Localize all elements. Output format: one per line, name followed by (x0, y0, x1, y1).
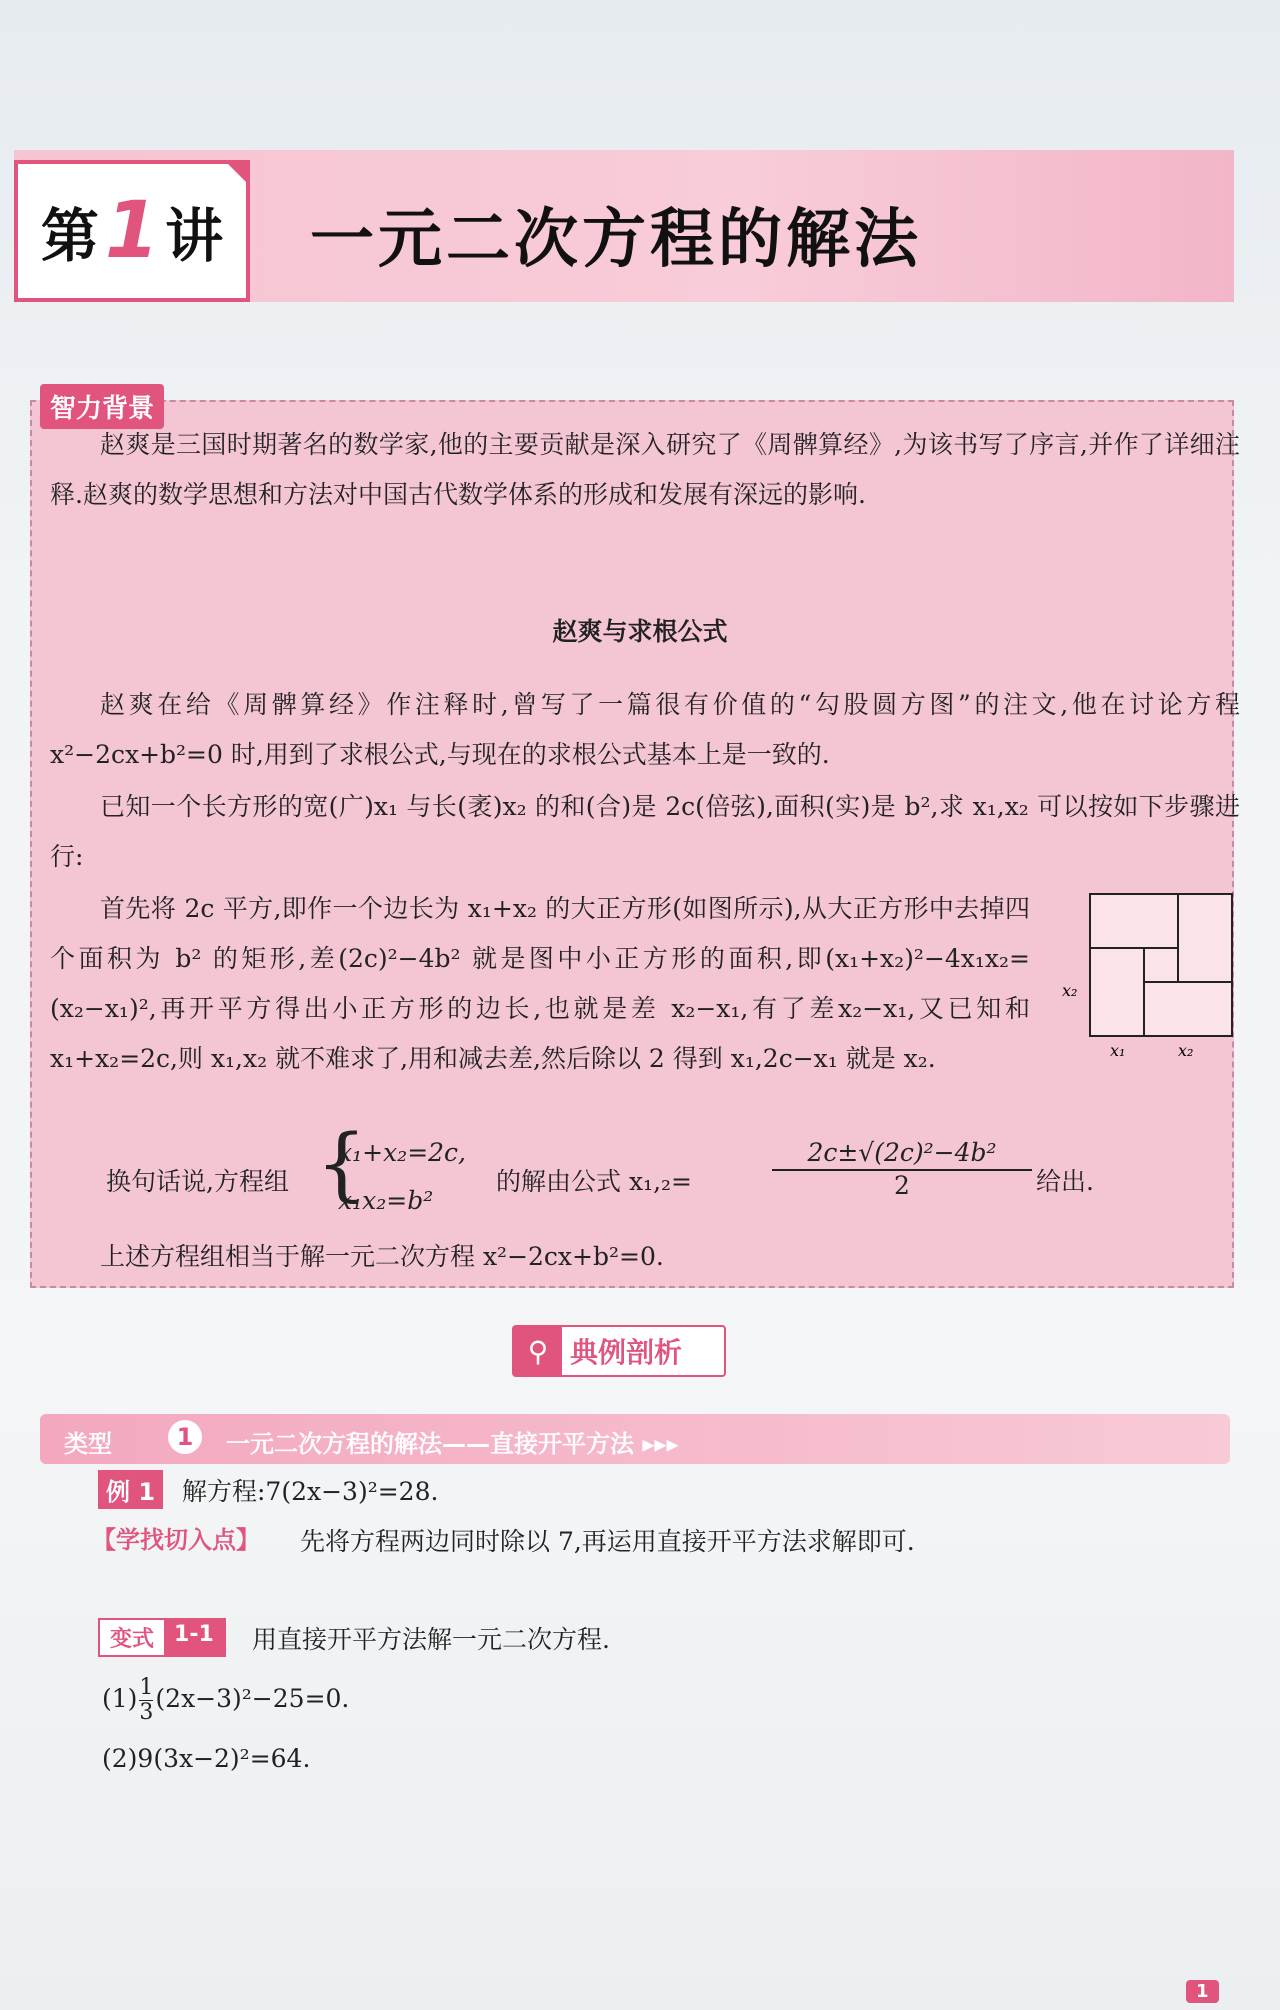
background-tag: 智力背景 (40, 384, 164, 429)
question-1 (102, 1676, 349, 1725)
type-number: 1 (168, 1420, 202, 1454)
square-diagram (1060, 890, 1240, 1060)
lecture-prefix: 第 (40, 202, 99, 270)
paragraph-3: 首先将 2c 平方,即作一个边长为 x₁+x₂ 的大正方形(如图所示),从大正方形中去掉四个面积为 b² 的矩形,差(2c)²−4b² 就是图中小正方形的面积,即(x₁+x₂)²−4x₁x₂=(x₂−x₁)²,再开平方得出小正方形的边长,也就是差 x₂−x₁,有了差x₂−x₁,又已知和 x₁+x₂=2c,则 x₁,x₂ 就不难求了,用和减去差,然后除以 2 得到 x₁,2c−x₁ 就是 x₂. (50, 894, 1030, 1073)
system-eq-2: x₁x₂=b² (338, 1186, 434, 1215)
example-tag: 例 1 (98, 1470, 163, 1509)
paragraph-1: 赵爽在给《周髀算经》作注释时,曾写了一篇很有价值的“勾股圆方图”的注文,他在讨论方程 x²−2cx+b²=0 时,用到了求根公式,与现在的求根公式基本上是一致的. (50, 690, 1240, 769)
variant-tag-number: 1-1 (164, 1620, 224, 1655)
lecture-suffix: 讲 (165, 202, 224, 270)
examples-badge (512, 1325, 726, 1377)
variant-text: 用直接开平方法解一元二次方程. (252, 1625, 610, 1654)
lecture-number: 1 (104, 186, 160, 276)
formula-denominator: 2 (894, 1171, 910, 1200)
system-prefix: 换句话说,方程组 (106, 1167, 289, 1196)
type-banner (40, 1414, 1230, 1464)
q1-fraction (139, 1676, 153, 1725)
hint-tag: 【学找切入点】 (92, 1526, 260, 1554)
label-left: x₂ (1062, 981, 1078, 1000)
example-text: 解方程:7(2x−3)²=28. (182, 1477, 439, 1506)
paragraph-4: 上述方程组相当于解一元二次方程 x²−2cx+b²=0. (100, 1242, 664, 1271)
formula-numerator: 2c±√(2c)²−4b² (772, 1138, 1032, 1171)
corner-decoration (224, 160, 250, 186)
page-title: 一元二次方程的解法 (310, 203, 922, 277)
paragraph-2: 已知一个长方形的宽(广)x₁ 与长(袤)x₂ 的和(合)是 2c(倍弦),面积(实)是 b²,求 x₁,x₂ 可以按如下步骤进行: (50, 792, 1240, 871)
magnifier-icon: ⚲ (514, 1327, 562, 1375)
type-title: 一元二次方程的解法——直接开平方法 ▸▸▸ (226, 1430, 679, 1458)
section-subtitle: 赵爽与求根公式 (552, 617, 728, 646)
root-formula (772, 1138, 1032, 1200)
q1-prefix: (1) (102, 1684, 138, 1713)
q1-frac-num: 1 (139, 1675, 154, 1700)
q1-frac-den: 3 (139, 1700, 154, 1725)
system-suffix: 给出. (1036, 1167, 1094, 1196)
question-2: (2)9(3x−2)²=64. (102, 1744, 311, 1773)
examples-badge-label: 典例剖析 (570, 1336, 683, 1369)
brace: { (316, 1117, 367, 1210)
hint-text: 先将方程两边同时除以 7,再运用直接开平方法求解即可. (300, 1527, 915, 1556)
intro-paragraph: 赵爽是三国时期著名的数学家,他的主要贡献是深入研究了《周髀算经》,为该书写了序言,并作了详细注释.赵爽的数学思想和方法对中国古代数学体系的形成和发展有深远的影响. (50, 430, 1240, 509)
type-label: 类型 (64, 1430, 112, 1458)
big-square (1090, 894, 1232, 1036)
system-eq-1: x₁+x₂=2c, (338, 1138, 466, 1167)
system-mid: 的解由公式 x₁,₂= (496, 1167, 692, 1196)
variant-tag (98, 1618, 226, 1657)
label-bottom-2: x₂ (1178, 1041, 1194, 1060)
q1-rest: (2x−3)²−25=0. (155, 1684, 350, 1713)
lecture-number-box (14, 160, 250, 302)
label-bottom-1: x₁ (1110, 1041, 1126, 1060)
variant-tag-label: 变式 (100, 1620, 164, 1655)
page-number: 1 (1186, 1980, 1219, 2003)
